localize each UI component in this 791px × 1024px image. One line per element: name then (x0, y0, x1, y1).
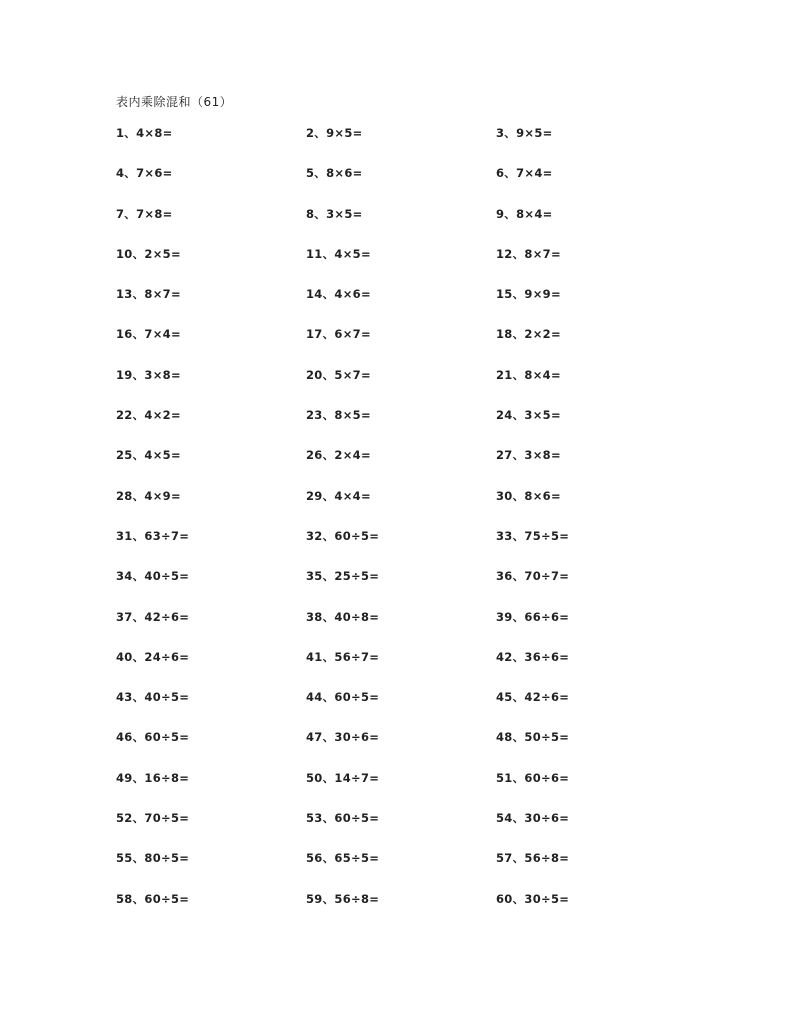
problem-item: 15、9×9= (496, 287, 561, 302)
problem-grid (116, 124, 686, 930)
problem-item: 59、56÷8= (306, 891, 380, 906)
problem-item: 28、4×9= (116, 488, 181, 503)
problem-item: 50、14÷7= (306, 770, 380, 785)
problem-item: 18、2×2= (496, 327, 561, 342)
problem-item: 32、60÷5= (306, 528, 380, 543)
problem-item: 48、50÷5= (496, 730, 570, 745)
problem-item: 43、40÷5= (116, 690, 190, 705)
problem-item: 17、6×7= (306, 327, 371, 342)
problem-item: 58、60÷5= (116, 891, 190, 906)
problem-item: 40、24÷6= (116, 649, 190, 664)
problem-item: 4、7×6= (116, 166, 173, 181)
problem-item: 52、70÷5= (116, 811, 190, 826)
problem-item: 10、2×5= (116, 246, 181, 261)
problem-item: 5、8×6= (306, 166, 363, 181)
problem-item: 57、56÷8= (496, 851, 570, 866)
problem-item: 20、5×7= (306, 367, 371, 382)
problem-item: 16、7×4= (116, 327, 181, 342)
problem-item: 51、60÷6= (496, 770, 570, 785)
problem-item: 47、30÷6= (306, 730, 380, 745)
problem-item: 46、60÷5= (116, 730, 190, 745)
problem-item: 25、4×5= (116, 448, 181, 463)
problem-item: 8、3×5= (306, 206, 363, 221)
problem-item: 53、60÷5= (306, 811, 380, 826)
problem-item: 2、9×5= (306, 126, 363, 140)
problem-item: 7、7×8= (116, 206, 173, 221)
problem-item: 26、2×4= (306, 448, 371, 463)
problem-item: 55、80÷5= (116, 851, 190, 866)
problem-item: 27、3×8= (496, 448, 561, 463)
problem-item: 14、4×6= (306, 287, 371, 302)
problem-item: 38、40÷8= (306, 609, 380, 624)
problem-item: 39、66÷6= (496, 609, 570, 624)
problem-item: 54、30÷6= (496, 811, 570, 826)
problem-item: 12、8×7= (496, 246, 561, 261)
problem-item: 37、42÷6= (116, 609, 190, 624)
problem-item: 33、75÷5= (496, 528, 570, 543)
problem-item: 19、3×8= (116, 367, 181, 382)
problem-item: 1、4×8= (116, 126, 173, 140)
problem-item: 42、36÷6= (496, 649, 570, 664)
problem-item: 11、4×5= (306, 246, 371, 261)
problem-item: 3、9×5= (496, 126, 553, 140)
problem-item: 29、4×4= (306, 488, 371, 503)
problem-item: 41、56÷7= (306, 649, 380, 664)
problem-item: 24、3×5= (496, 408, 561, 423)
problem-item: 49、16÷8= (116, 770, 190, 785)
problem-item: 36、70÷7= (496, 569, 570, 584)
problem-item: 9、8×4= (496, 206, 553, 221)
problem-item: 45、42÷6= (496, 690, 570, 705)
problem-item: 30、8×6= (496, 488, 561, 503)
problem-item: 34、40÷5= (116, 569, 190, 584)
problem-item: 44、60÷5= (306, 690, 380, 705)
problem-item: 21、8×4= (496, 367, 561, 382)
problem-item: 60、30÷5= (496, 891, 570, 906)
problem-item: 22、4×2= (116, 408, 181, 423)
problem-item: 23、8×5= (306, 408, 371, 423)
problem-item: 6、7×4= (496, 166, 553, 181)
problem-item: 31、63÷7= (116, 528, 190, 543)
problem-item: 35、25÷5= (306, 569, 380, 584)
problem-item: 13、8×7= (116, 287, 181, 302)
worksheet-title: 表内乘除混和（61） (116, 95, 233, 109)
problem-item: 56、65÷5= (306, 851, 380, 866)
